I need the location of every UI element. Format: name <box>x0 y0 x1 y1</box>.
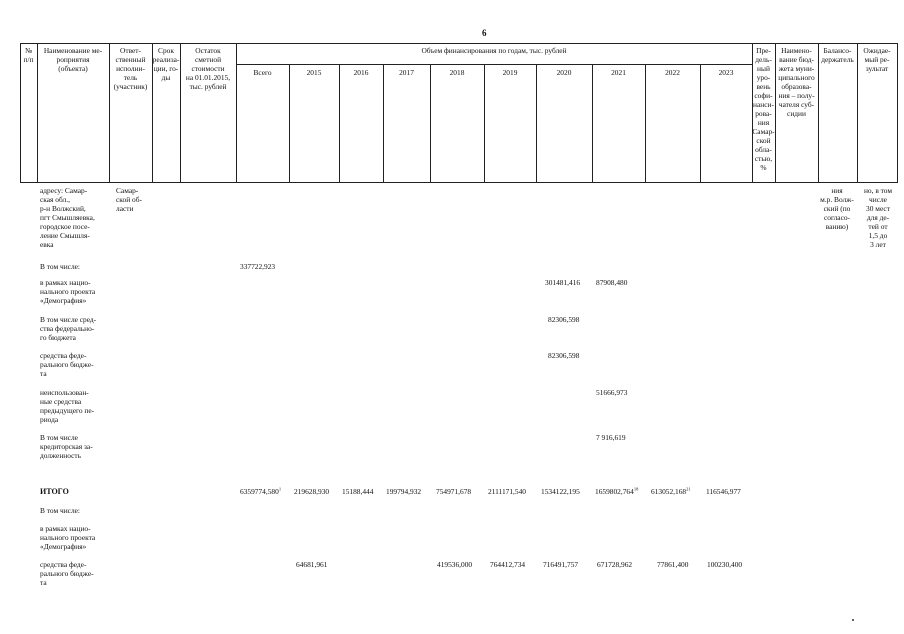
itogo-label: ИТОГО <box>40 487 69 496</box>
col-line <box>645 64 646 183</box>
row-unused-2021: 51666,973 <box>596 388 628 397</box>
col-line <box>339 64 340 183</box>
header-subline <box>236 64 752 65</box>
row-fed-incl-label: В том числе сред- ства федерально- го бюджета <box>40 315 97 342</box>
header-executor: Ответ- ственный исполни- тель (участник) <box>113 46 148 91</box>
itogo-2021 <box>595 487 647 496</box>
header-year-2015: 2015 <box>306 68 322 77</box>
row-unused-label: неиспользован- ные средства предыдущего пе- риода <box>40 388 95 424</box>
header-expected-result: Ожидае- мый ре- зультат <box>863 46 891 73</box>
row-demography-2020: 301481,416 <box>545 278 581 287</box>
itogo-2015: 219628,930 <box>294 487 330 496</box>
header-num: № п/п <box>23 46 34 64</box>
page-number: 6 <box>482 28 487 38</box>
header-year-2019: 2019 <box>502 68 518 77</box>
header-financing-group: Объем финансирования по годам, тыс. рублей <box>421 46 567 55</box>
row-demography-label: в рамках нацио- нального проекта «Демография» <box>40 278 96 305</box>
row-fed2-2020: 716491,757 <box>543 560 579 569</box>
itogo-2017: 199794,932 <box>386 487 422 496</box>
itogo-total <box>240 487 292 496</box>
header-cofinancing: Пре- дель- ный уро- вень софи- нанси- рова- ния Самар- ской обла- стью, % <box>752 46 775 172</box>
row-debt-2021: 7 916,619 <box>596 433 626 442</box>
header-year-2022: 2022 <box>665 68 680 77</box>
footnote-marker: 21 <box>686 486 691 492</box>
header-year-2020: 2020 <box>556 68 572 77</box>
row-debt-label: В том числе кредиторская за- долженность <box>40 433 93 460</box>
header-balance-holder: Балансо- держатель <box>821 46 854 64</box>
col-line <box>289 64 290 183</box>
col-line <box>592 64 593 183</box>
row-incl2-label: В том числе: <box>40 506 80 515</box>
result-cell: но, в том числе 30 мест для де- тей от 1,5 до 3 лет <box>863 186 893 249</box>
row-fed2-2018: 419536,000 <box>437 560 473 569</box>
holder-cell: ния м.р. Волж- ский (по согласо- ванию) <box>820 186 854 231</box>
col-line <box>383 64 384 183</box>
itogo-2022-value: 613052,168 <box>651 487 687 496</box>
row-fed-2020: 82306,598 <box>548 351 580 360</box>
itogo-2022 <box>651 487 703 496</box>
col-line <box>484 64 485 183</box>
itogo-2021-value: 1659802,764 <box>595 487 634 496</box>
itogo-2023: 116546,977 <box>706 487 741 496</box>
address-cell: адресу: Самар- ская обл., р-н Волжский, пгт Смышляевка, городское посе- ление Смышля- евка <box>40 186 95 249</box>
header-name: Наименование ме- роприятия (объекта) <box>43 46 103 73</box>
row-fed2-2023: 100230,400 <box>707 560 743 569</box>
col-line <box>20 43 21 183</box>
header-year-2016: 2016 <box>353 68 369 77</box>
row-fed2-2015: 64681,961 <box>296 560 328 569</box>
col-line <box>536 64 537 183</box>
row-fed2-label: средства феде- рального бюдже- та <box>40 560 94 587</box>
itogo-2019: 2111171,540 <box>488 487 526 496</box>
scan-speck <box>852 619 854 621</box>
col-line <box>700 64 701 183</box>
footnote-marker: 18 <box>633 486 639 492</box>
row-demography-2021: 87908,480 <box>596 278 628 287</box>
row-fed2-2019: 764412,734 <box>490 560 526 569</box>
row-fed-label: средства феде- рального бюдже- та <box>40 351 94 378</box>
row-incl-total: 337722,923 <box>240 262 276 271</box>
header-term: Срок реализа- ции, го- ды <box>152 46 180 82</box>
header-year-2017: 2017 <box>399 68 414 77</box>
col-line <box>897 43 898 183</box>
row-fed-incl-2020: 82306,598 <box>548 315 580 324</box>
header-year-2018: 2018 <box>449 68 465 77</box>
col-line <box>236 43 237 183</box>
header-year-2021: 2021 <box>611 68 626 77</box>
executor-cell: Самар- ской об- ласти <box>116 186 142 213</box>
row-fed2-2022: 77861,400 <box>657 560 689 569</box>
col-line <box>430 64 431 183</box>
header-year-2023: 2023 <box>718 68 734 77</box>
header-municipal-budget: Наимено- вание бюд- жета муни- ципального образова- ния – полу- чателя суб- сидии <box>778 46 815 118</box>
row-demography2-label: в рамках нацио- нального проекта «Демография» <box>40 524 96 551</box>
header-remainder: Остаток сметной стоимости на 01.01.2015, тыс. рублей <box>185 46 231 91</box>
itogo-2020: 1534122,195 <box>541 487 580 496</box>
col-line <box>818 43 819 183</box>
itogo-total-value: 6359774,580 <box>240 487 279 496</box>
itogo-2018: 754971,678 <box>436 487 472 496</box>
row-fed2-2021: 671728,962 <box>597 560 633 569</box>
row-incl-label: В том числе: <box>40 262 80 271</box>
header-total: Всего <box>253 68 272 77</box>
itogo-2016: 15188,444 <box>342 487 374 496</box>
footnote-marker: 1 <box>278 486 282 492</box>
